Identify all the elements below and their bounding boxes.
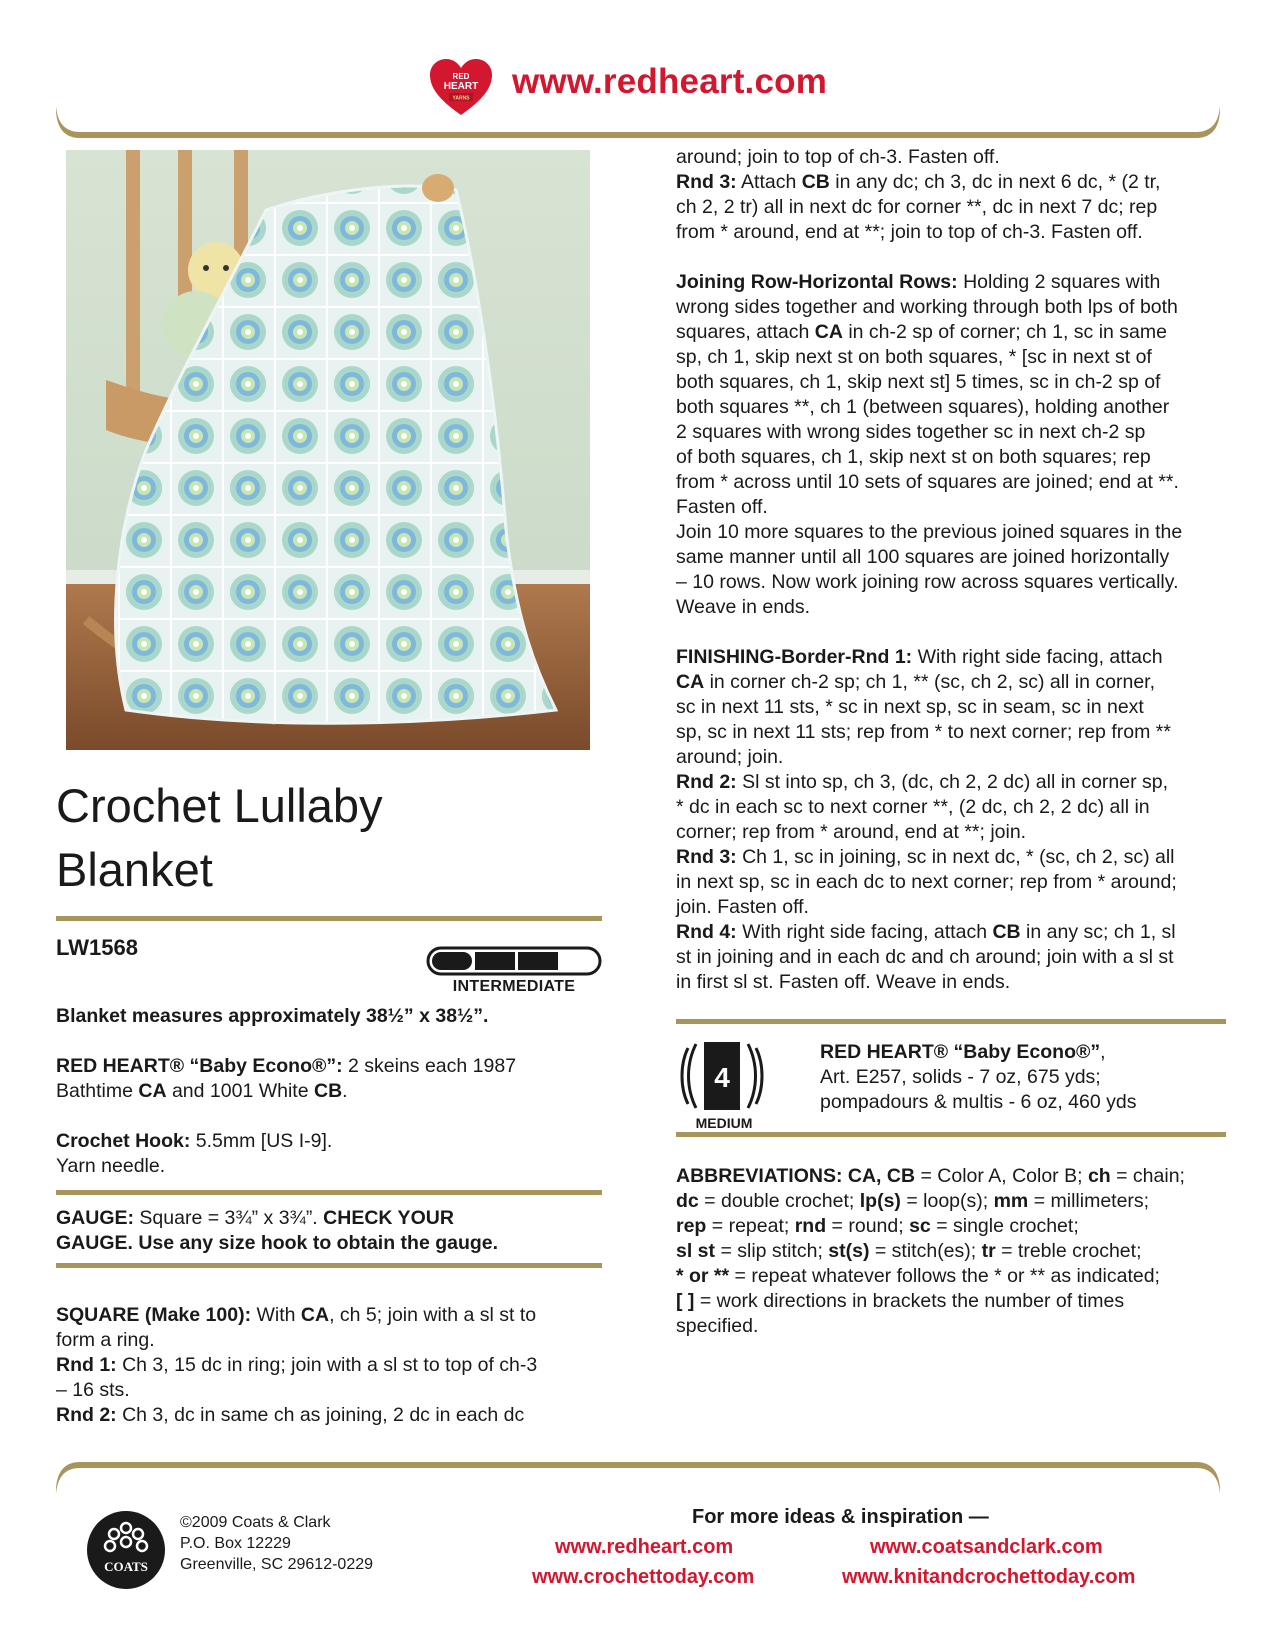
gauge-label: GAUGE: xyxy=(56,1207,134,1229)
color-code: CB xyxy=(992,921,1021,943)
abbr-text: = double crochet; xyxy=(698,1190,860,1212)
instruction-text: Sl st into sp, ch 3, (dc, ch 2, 2 dc) all in corner sp, xyxy=(736,771,1169,793)
instruction-text: sc in next 11 sts, * sc in next sp, sc in seam, sc in next xyxy=(676,696,1144,718)
instruction-text: around; join. xyxy=(676,746,784,768)
abbr-text: = treble crochet; xyxy=(995,1240,1142,1262)
divider xyxy=(56,1190,602,1195)
materials-text: 2 skeins each 1987 xyxy=(342,1055,517,1077)
yarn-text: , xyxy=(1100,1041,1106,1063)
abbr-text: = slip stitch; xyxy=(715,1240,829,1262)
abbr-text: = stitch(es); xyxy=(869,1240,982,1262)
instruction-text: in first sl st. Fasten off. Weave in ends. xyxy=(676,971,1011,993)
color-code: CA xyxy=(138,1080,167,1102)
color-code: CA xyxy=(814,321,843,343)
footer-gold-band xyxy=(56,1462,1220,1494)
coats-address xyxy=(180,1512,373,1575)
abbr-term: sc xyxy=(909,1215,931,1237)
round-label: Rnd 4: xyxy=(676,921,737,943)
gauge-check: GAUGE. Use any size hook to obtain the gauge. xyxy=(56,1232,499,1254)
abbr-term: mm xyxy=(993,1190,1029,1212)
square-label: SQUARE (Make 100): xyxy=(56,1304,252,1326)
color-code: CA xyxy=(676,671,705,693)
instruction-text: – 16 sts. xyxy=(56,1379,130,1401)
gauge-block xyxy=(56,1206,602,1256)
skill-segment-1 xyxy=(432,952,472,970)
abbr-term: st(s) xyxy=(828,1240,870,1262)
pattern-title xyxy=(56,774,383,902)
abbr-term: rep xyxy=(676,1215,707,1237)
yarn-weight-number: 4 xyxy=(714,1062,730,1093)
coats-logo xyxy=(86,1510,166,1590)
coats-logo-text: COATS xyxy=(104,1559,148,1574)
instruction-text: , ch 5; join with a sl st to xyxy=(329,1304,537,1326)
yarn-weight-icon xyxy=(678,1040,774,1132)
abbr-text: specified. xyxy=(676,1315,759,1337)
abbr-term: * or ** xyxy=(676,1265,730,1287)
link-knitandcrochettoday[interactable]: www.knitandcrochettoday.com xyxy=(842,1566,1136,1588)
finishing-label: FINISHING-Border-Rnd 1: xyxy=(676,646,913,668)
yarn-text: pompadours & multis - 6 oz, 460 yds xyxy=(820,1091,1137,1113)
logo-text-red: RED xyxy=(452,72,470,81)
instruction-text: Ch 3, 15 dc in ring; join with a sl st to top of ch-3 xyxy=(116,1354,538,1376)
instruction-text: 2 squares with wrong sides together sc in next ch-2 sp xyxy=(676,421,1146,443)
abbr-term: tr xyxy=(981,1240,996,1262)
size-line: Blanket measures approximately 38½” x 38½”. xyxy=(56,1005,489,1027)
skill-level-label: INTERMEDIATE xyxy=(452,978,576,995)
instruction-text: join. Fasten off. xyxy=(676,896,809,918)
abbr-term: ch xyxy=(1087,1165,1111,1187)
instruction-text: With right side facing, attach xyxy=(912,646,1163,668)
link-redheart[interactable]: www.redheart.com xyxy=(555,1536,734,1558)
instruction-text: Attach xyxy=(736,171,802,193)
instruction-text: Fasten off. xyxy=(676,496,768,518)
divider xyxy=(56,916,602,921)
instruction-text: * dc in each sc to next corner **, (2 dc, ch 2, 2 dc) all in xyxy=(676,796,1150,818)
abbreviations xyxy=(676,1164,1236,1339)
abbr-term: [ ] xyxy=(676,1290,695,1312)
link-crochettoday[interactable]: www.crochettoday.com xyxy=(532,1566,755,1588)
instruction-text: squares, attach xyxy=(676,321,815,343)
divider xyxy=(56,1263,602,1268)
instruction-text: sp, ch 1, skip next st on both squares, * [sc in next st of xyxy=(676,346,1152,368)
abbr-text: = loop(s); xyxy=(900,1190,994,1212)
abbr-text: = single crochet; xyxy=(930,1215,1079,1237)
abbr-term: lp(s) xyxy=(859,1190,901,1212)
instruction-text: in next sp, sc in each dc to next corner; rep from * around; xyxy=(676,871,1177,893)
abbr-text: = repeat; xyxy=(706,1215,795,1237)
instruction-text: in ch-2 sp of corner; ch 1, sc in same xyxy=(842,321,1167,343)
materials-label: RED HEART® “Baby Econo®”: xyxy=(56,1055,343,1077)
copyright: ©2009 Coats & Clark xyxy=(180,1514,331,1531)
instruction-text: Ch 3, dc in same ch as joining, 2 dc in each dc xyxy=(116,1404,525,1426)
instruction-text: in any sc; ch 1, sl xyxy=(1020,921,1176,943)
instruction-text: ch 2, 2 tr) all in next dc for corner **, dc in next 7 dc; rep xyxy=(676,196,1158,218)
instruction-text: With right side facing, attach xyxy=(736,921,993,943)
yarn-info xyxy=(820,1040,1240,1115)
abbreviations-label: ABBREVIATIONS: CA, CB xyxy=(676,1165,916,1187)
instruction-text: both squares, ch 1, skip next st] 5 times, sc in ch-2 sp of xyxy=(676,371,1161,393)
pattern-code: LW1568 xyxy=(56,935,138,960)
instruction-text: st in joining and in each dc and ch around; join with a sl st xyxy=(676,946,1174,968)
round-label: Rnd 1: xyxy=(56,1354,117,1376)
hook-text: 5.5mm [US I-9]. xyxy=(190,1130,333,1152)
abbr-term: sl st xyxy=(676,1240,716,1262)
instruction-text: corner; rep from * around, end at **; join. xyxy=(676,821,1027,843)
instruction-text: Holding 2 squares with xyxy=(957,271,1161,293)
yarn-text: Art. E257, solids - 7 oz, 675 yds; xyxy=(820,1066,1101,1088)
materials-text: and 1001 White xyxy=(166,1080,314,1102)
abbr-text: = Color A, Color B; xyxy=(915,1165,1088,1187)
color-code: CB xyxy=(313,1080,343,1102)
needle-text: Yarn needle. xyxy=(56,1155,166,1177)
header-gold-band xyxy=(56,106,1220,138)
yarn-weight-label: MEDIUM xyxy=(695,1115,753,1131)
round-label: Rnd 2: xyxy=(56,1404,117,1426)
instruction-text: – 10 rows. Now work joining row across squares vertically. xyxy=(676,571,1179,593)
right-column-instructions xyxy=(676,145,1236,995)
link-coatsandclark[interactable]: www.coatsandclark.com xyxy=(870,1536,1103,1558)
color-code: CA xyxy=(300,1304,330,1326)
instruction-text: both squares **, ch 1 (between squares), holding another xyxy=(676,396,1170,418)
abbr-text: = round; xyxy=(826,1215,910,1237)
instruction-text: Weave in ends. xyxy=(676,596,811,618)
instruction-text: from * across until 10 sets of squares are joined; end at **. xyxy=(676,471,1179,493)
square-instructions xyxy=(56,1303,602,1428)
logo-text-yarns: YARNS xyxy=(452,95,470,102)
instruction-text: of both squares, ch 1, skip next st on both squares; rep xyxy=(676,446,1151,468)
instruction-text: With xyxy=(251,1304,301,1326)
instruction-text: in corner ch-2 sp; ch 1, ** (sc, ch 2, sc) all in corner, xyxy=(704,671,1156,693)
logo-text-heart: HEART xyxy=(443,81,479,92)
instruction-text: form a ring. xyxy=(56,1329,155,1351)
instruction-text: sp, sc in next 11 sts; rep from * to next corner; rep from ** xyxy=(676,721,1171,743)
round-label: Rnd 3: xyxy=(676,171,737,193)
address-line1: P.O. Box 12229 xyxy=(180,1535,291,1552)
divider xyxy=(676,1132,1226,1137)
hook-label: Crochet Hook: xyxy=(56,1130,191,1152)
abbr-term: rnd xyxy=(794,1215,827,1237)
materials-text: . xyxy=(342,1080,348,1102)
more-ideas-heading: For more ideas & inspiration — xyxy=(692,1506,989,1528)
pattern-title-line2: Blanket xyxy=(56,843,213,896)
abbr-text: = chain; xyxy=(1110,1165,1185,1187)
abbr-text: = millimeters; xyxy=(1028,1190,1150,1212)
abbr-text: = work directions in brackets the number of times xyxy=(694,1290,1125,1312)
divider xyxy=(676,1019,1226,1024)
skill-segment-4 xyxy=(561,952,596,970)
round-label: Rnd 3: xyxy=(676,846,737,868)
skill-segment-2 xyxy=(475,952,515,970)
materials-text: Bathtime xyxy=(56,1080,139,1102)
instruction-text: around; join to top of ch-3. Fasten off. xyxy=(676,146,1000,168)
joining-label: Joining Row-Horizontal Rows: xyxy=(676,271,958,293)
skill-segment-3 xyxy=(518,952,558,970)
blanket-photo xyxy=(66,150,590,750)
instruction-text: wrong sides together and working through both lps of both xyxy=(676,296,1178,318)
instruction-text: Ch 1, sc in joining, sc in next dc, * (sc, ch 2, sc) all xyxy=(736,846,1175,868)
gauge-text: Square = 3¾” x 3¾”. xyxy=(134,1207,324,1229)
header-site-url[interactable]: www.redheart.com xyxy=(512,62,828,101)
address-line2: Greenville, SC 29612-0229 xyxy=(180,1556,374,1573)
pattern-title-line1: Crochet Lullaby xyxy=(56,779,383,832)
color-code: CB xyxy=(801,171,830,193)
instruction-text: same manner until all 100 squares are joined horizontally xyxy=(676,546,1170,568)
instruction-text: from * around, end at **; join to top of ch-3. Fasten off. xyxy=(676,221,1143,243)
abbr-text: = repeat whatever follows the * or ** as indicated; xyxy=(729,1265,1160,1287)
abbr-term: dc xyxy=(676,1190,699,1212)
yarn-name: RED HEART® “Baby Econo®” xyxy=(820,1041,1101,1063)
left-column-block-1 xyxy=(56,1004,602,1179)
instruction-text: in any dc; ch 3, dc in next 6 dc, * (2 tr, xyxy=(829,171,1161,193)
instruction-text: Join 10 more squares to the previous joined squares in the xyxy=(676,521,1183,543)
round-label: Rnd 2: xyxy=(676,771,737,793)
gauge-check: CHECK YOUR xyxy=(323,1207,454,1229)
